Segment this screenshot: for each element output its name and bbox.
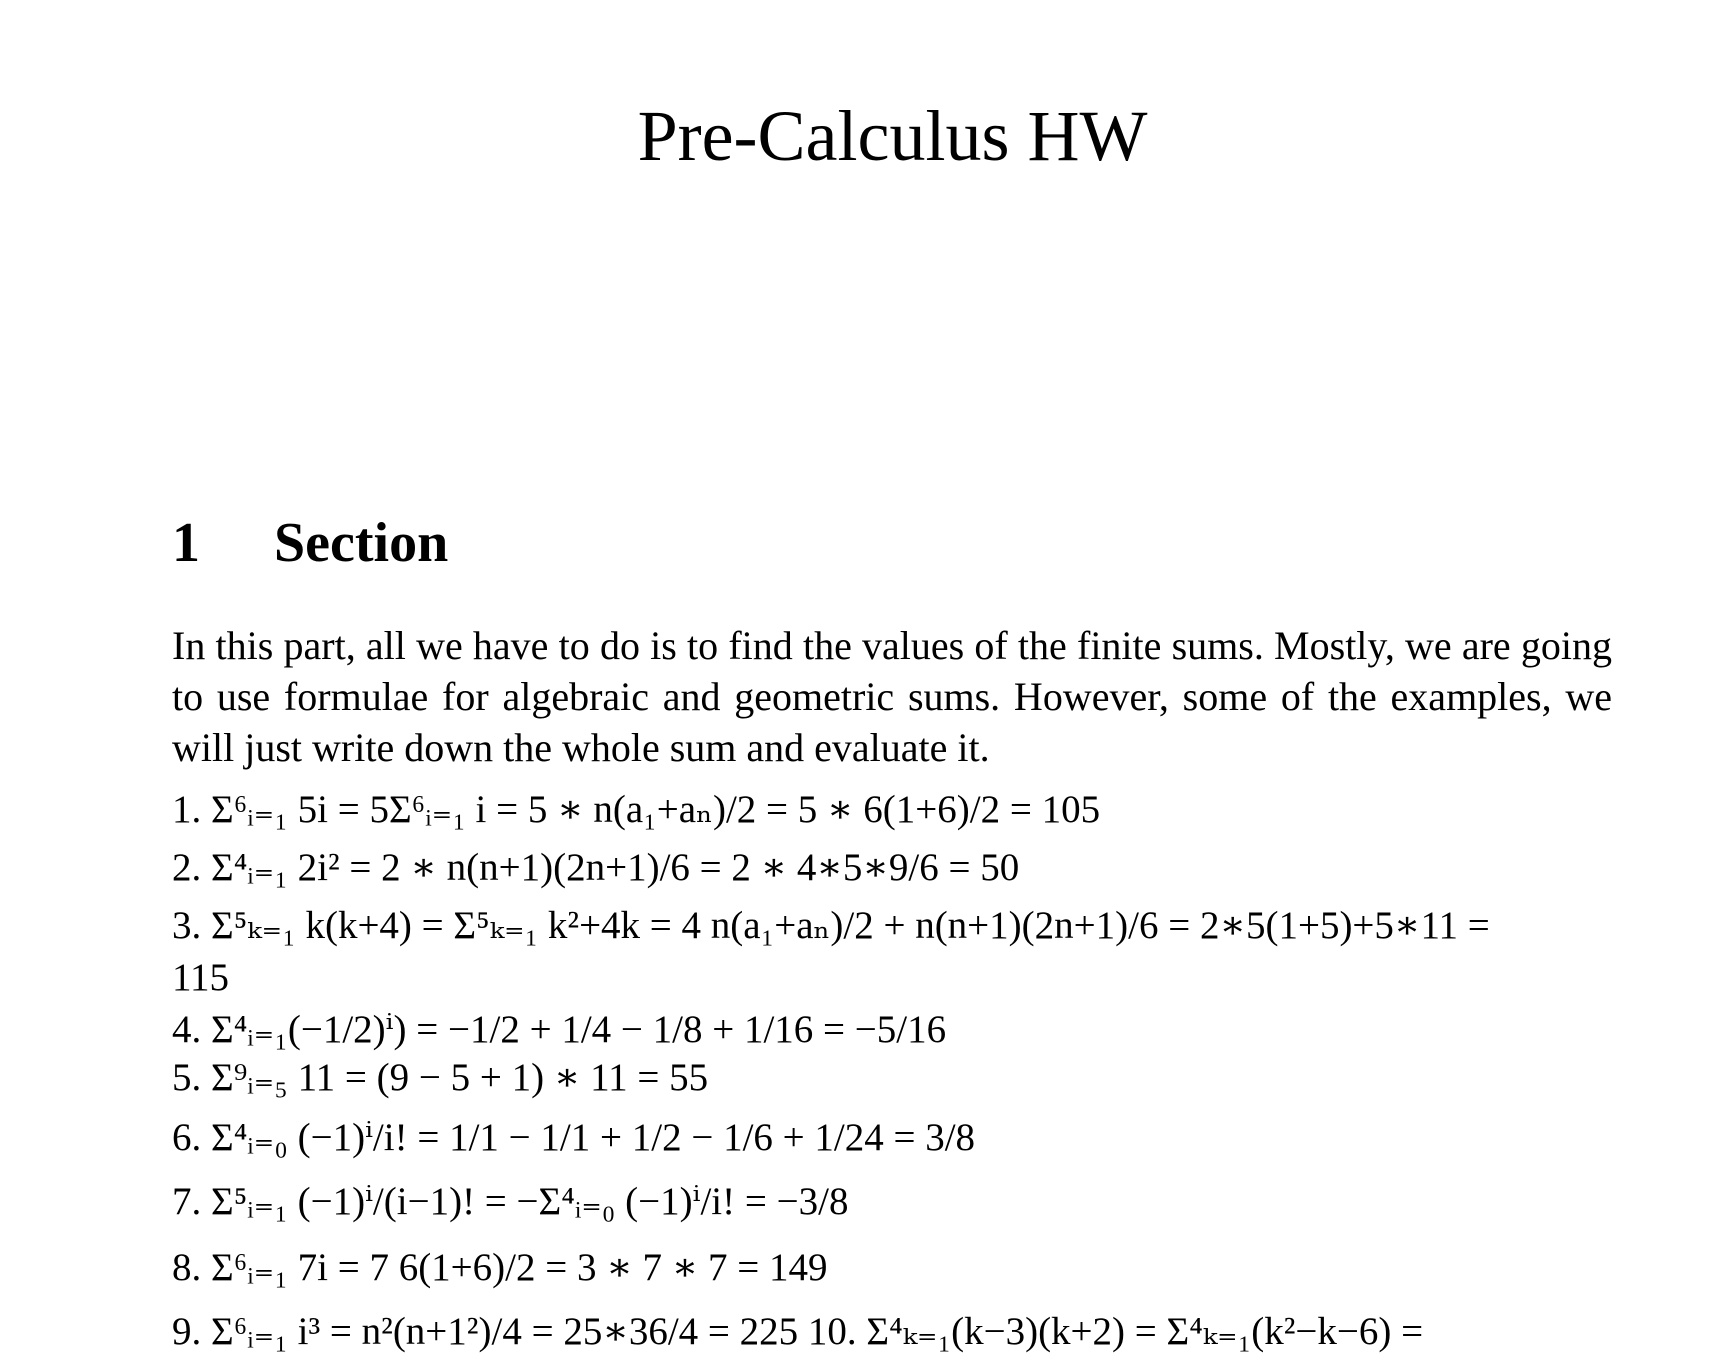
section-title: Section <box>274 512 449 574</box>
equation: Σ⁶ᵢ₌₁ 7i = 7 6(1+6)/2 = 3 ∗ 7 ∗ 7 = 149 <box>211 1246 828 1289</box>
list-item: 7. Σ⁵ᵢ₌₁ (−1)ⁱ/(i−1)! = −Σ⁴ᵢ₌₀ (−1)ⁱ/i! = −3/8 <box>172 1180 849 1223</box>
equation: Σ⁶ᵢ₌₁ i³ = n²(n+1²)/4 = 25∗36/4 = 225 10. Σ⁴ₖ₌₁(k−3)(k+2) = Σ⁴ₖ₌₁(k²−k−6) = <box>211 1310 1424 1353</box>
list-item: 6. Σ⁴ᵢ₌₀ (−1)ⁱ/i! = 1/1 − 1/1 + 1/2 − 1/6 + 1/24 = 3/8 <box>172 1116 976 1159</box>
equation: Σ⁵ᵢ₌₁ (−1)ⁱ/(i−1)! = −Σ⁴ᵢ₌₀ (−1)ⁱ/i! = −3/8 <box>211 1180 849 1223</box>
equation: Σ⁴ᵢ₌₀ (−1)ⁱ/i! = 1/1 − 1/1 + 1/2 − 1/6 + 1/24 = 3/8 <box>211 1116 976 1159</box>
list-item: 5. Σ⁹ᵢ₌₅ 11 = (9 − 5 + 1) ∗ 11 = 55 <box>172 1056 709 1099</box>
equation: 115 <box>172 956 230 999</box>
list-item: 2. Σ⁴ᵢ₌₁ 2i² = 2 ∗ n(n+1)(2n+1)/6 = 2 ∗ 4∗5∗9/6 = 50 <box>172 846 1020 889</box>
list-item: 4. Σ⁴ᵢ₌₁(−1/2)ⁱ) = −1/2 + 1/4 − 1/8 + 1/16 = −5/16 <box>172 1008 947 1051</box>
equation: Σ⁴ᵢ₌₁ 2i² = 2 ∗ n(n+1)(2n+1)/6 = 2 ∗ 4∗5∗9/6 = 50 <box>211 846 1020 889</box>
list-item: 8. Σ⁶ᵢ₌₁ 7i = 7 6(1+6)/2 = 3 ∗ 7 ∗ 7 = 149 <box>172 1246 828 1289</box>
section-heading <box>172 512 449 574</box>
document-title: Pre-Calculus HW <box>637 96 1148 176</box>
list-item: 3. Σ⁵ₖ₌₁ k(k+4) = Σ⁵ₖ₌₁ k²+4k = 4 n(a₁+aₙ)/2 + n(n+1)(2n+1)/6 = 2∗5(1+5)+5∗11 = <box>172 904 1490 947</box>
equation: Σ⁶ᵢ₌₁ 5i = 5Σ⁶ᵢ₌₁ i = 5 ∗ n(a₁+aₙ)/2 = 5 ∗ 6(1+6)/2 = 105 <box>211 788 1101 831</box>
list-item: 1. Σ⁶ᵢ₌₁ 5i = 5Σ⁶ᵢ₌₁ i = 5 ∗ n(a₁+aₙ)/2 = 5 ∗ 6(1+6)/2 = 105 <box>172 788 1101 831</box>
section-number: 1 <box>172 512 200 574</box>
list-item-continued <box>172 958 1612 997</box>
equation: Σ⁴ᵢ₌₁(−1/2)ⁱ) = −1/2 + 1/4 − 1/8 + 1/16 = −5/16 <box>211 1008 947 1051</box>
equation: Σ⁹ᵢ₌₅ 11 = (9 − 5 + 1) ∗ 11 = 55 <box>211 1056 709 1099</box>
intro-paragraph: In this part, all we have to do is to find the values of the finite sums. Mostly, we are going to use formulae for algebraic and geometric sums. However, some of the examples, we will just write down the whole sum and evaluate it. <box>172 623 1612 770</box>
equation: Σ⁵ₖ₌₁ k(k+4) = Σ⁵ₖ₌₁ k²+4k = 4 n(a₁+aₙ)/2 + n(n+1)(2n+1)/6 = 2∗5(1+5)+5∗11 = <box>211 904 1490 947</box>
list-item: 9. Σ⁶ᵢ₌₁ i³ = n²(n+1²)/4 = 25∗36/4 = 225 10. Σ⁴ₖ₌₁(k−3)(k+2) = Σ⁴ₖ₌₁(k²−k−6) = <box>172 1310 1424 1353</box>
